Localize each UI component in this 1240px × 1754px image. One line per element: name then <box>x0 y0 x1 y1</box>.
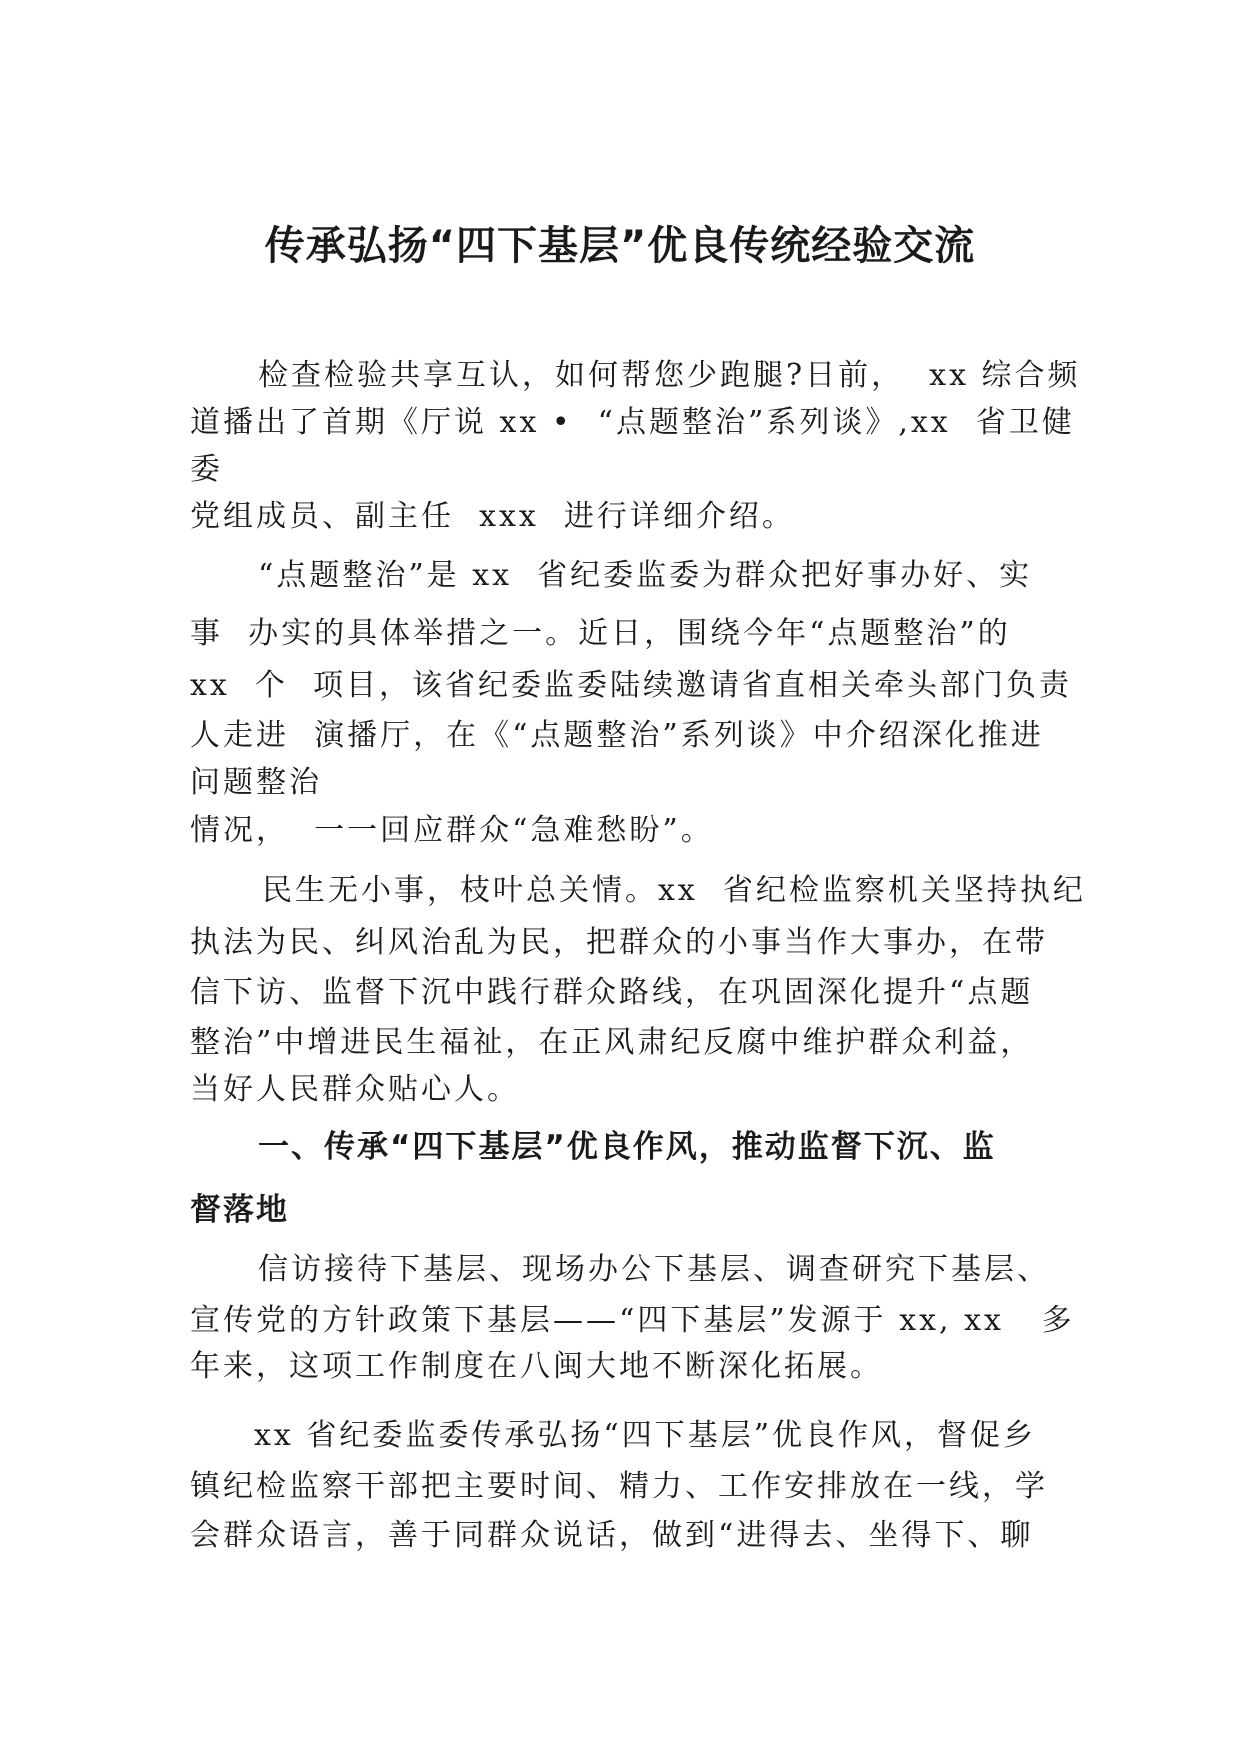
paragraph-3-line-3: 信下访、监督下沉中践行群众路线，在巩固深化提升“点题 <box>190 975 1034 1010</box>
paragraph-2-line-6: 情况， 一一回应群众“急难愁盼”。 <box>190 813 714 848</box>
paragraph-2-line-4: 人走进 演播厅，在《“点题整治”系列谈》中介绍深化推进 <box>190 718 1044 753</box>
paragraph-5-line-1: xx 省纪委监委传承弘扬“四下基层”优良作风，督促乡 <box>254 1418 1037 1453</box>
paragraph-2-line-2: 事 办实的具体举措之一。近日，围绕今年“点题整治”的 <box>190 616 1011 651</box>
paragraph-2-line-3: xx 个 项目，该省纪委监委陆续邀请省直相关牵头部门负责 <box>190 668 1072 703</box>
paragraph-4-line-3: 年来，这项工作制度在八闽大地不断深化拓展。 <box>190 1349 883 1384</box>
paragraph-1-line-1: 检查检验共享互认，如何帮您少跑腿?日前， xx 综合频 <box>258 358 1081 393</box>
paragraph-3-line-4: 整治”中增进民生福祉，在正风肃纪反腐中维护群众利益， <box>190 1025 1034 1060</box>
paragraph-4-line-2: 宣传党的方针政策下基层——“四下基层”发源于 xx, xx 多 <box>190 1303 1075 1338</box>
paragraph-2-line-1: “点题整治”是 xx 省纪委监委为群众把好事办好、实 <box>258 558 1033 593</box>
paragraph-1-line-2: 道播出了首期《厅说 xx • “点题整治”系列谈》,xx 省卫健 <box>190 405 1075 440</box>
paragraph-5-line-3: 会群众语言，善于同群众说话，做到“进得去、坐得下、聊 <box>190 1518 1034 1553</box>
paragraph-3-line-2: 执法为民、纠风治乱为民，把群众的小事当作大事办，在带 <box>190 925 1048 960</box>
section-heading-line-2: 督落地 <box>190 1192 289 1228</box>
paragraph-1-line-4: 党组成员、副主任 xxx 进行详细介绍。 <box>190 499 795 534</box>
paragraph-5-line-2: 镇纪检监察干部把主要时间、精力、工作安排放在一线，学 <box>190 1469 1048 1504</box>
paragraph-2-line-5: 问题整治 <box>190 765 322 800</box>
paragraph-1-line-3: 委 <box>190 452 223 487</box>
paragraph-3-line-5: 当好人民群众贴心人。 <box>190 1072 520 1107</box>
paragraph-4-line-1: 信访接待下基层、现场办公下基层、调查研究下基层、 <box>258 1252 1050 1287</box>
section-heading-line-1: 一、传承“四下基层”优良作风，推动监督下沉、监 <box>258 1129 996 1165</box>
document-title: 传承弘扬“四下基层”优良传统经验交流 <box>264 223 976 269</box>
paragraph-3-line-1: 民生无小事，枝叶总关情。xx 省纪检监察机关坚持执纪 <box>262 873 1086 908</box>
